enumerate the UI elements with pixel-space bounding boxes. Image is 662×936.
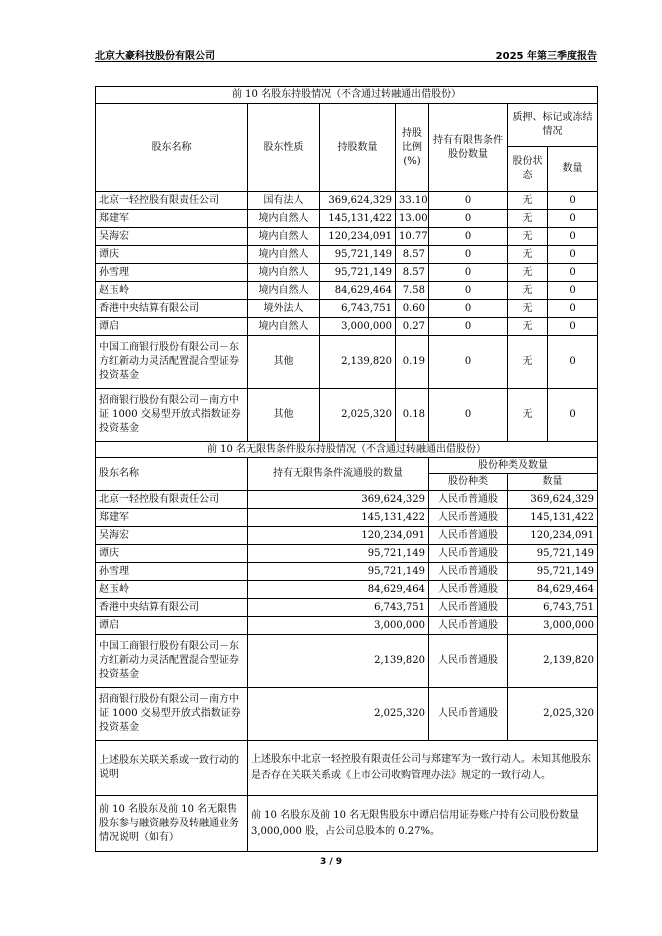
shareholder-name: 谭庆 [96,545,248,563]
holding-ratio: 8.57 [396,246,429,264]
pledge-status: 无 [508,389,548,442]
header-rule [95,61,597,62]
note-text: 前 10 名股东及前 10 名无限售股东中谭启信用证券账户持有公司股份数量 3,000,000 股，占公司总股本的 0.27%。 [248,796,598,852]
pledge-qty: 0 [548,246,598,264]
pledge-status: 无 [508,264,548,282]
table-row [96,300,598,318]
share-kind-qty: 84,629,464 [508,581,598,599]
note-label: 前 10 名股东及前 10 名无限售股东参与融资融券及转融通业务情况说明（如有） [96,796,248,852]
col-header-restricted: 持有有限售条件股份数量 [429,104,508,192]
share-kind-qty: 120,234,091 [508,527,598,545]
share-kind: 人民币普通股 [429,545,508,563]
table-row [96,688,598,741]
share-kind-qty: 145,131,422 [508,509,598,527]
table-row [96,336,598,389]
table-title: 前 10 名股东持股情况（不含通过转融通出借股份） [96,87,598,104]
table-row [96,282,598,300]
col-header-kind-group: 股份种类及数量 [429,458,598,474]
table-row [96,246,598,264]
shareholder-name: 孙雪理 [96,264,248,282]
holding-qty: 369,624,329 [320,192,396,210]
table-row [96,264,598,282]
restricted-qty: 0 [429,264,508,282]
table-title: 前 10 名无限售条件股东持股情况（不含通过转融通出借股份） [96,442,598,458]
company-name: 北京大豪科技股份有限公司 [95,51,215,62]
shareholder-name: 谭启 [96,318,248,336]
holding-qty: 6,743,751 [320,300,396,318]
col-header-qty: 持有无限售条件流通股的数量 [248,458,429,491]
shareholder-name: 孙雪理 [96,563,248,581]
restricted-qty: 0 [429,228,508,246]
shareholder-nature: 境内自然人 [248,318,320,336]
table-row [96,318,598,336]
col-header-ratio: 持股比例(%) [396,104,429,192]
share-kind-qty: 3,000,000 [508,617,598,635]
shareholder-name: 中国工商银行股份有限公司－东方红新动力灵活配置混合型证券投资基金 [96,635,248,688]
shareholder-name: 香港中央结算有限公司 [96,300,248,318]
table-row [96,617,598,635]
col-header-pledge-status: 股份状态 [508,147,548,192]
holding-ratio: 7.58 [396,282,429,300]
table-row [96,389,598,442]
share-kind: 人民币普通股 [429,509,508,527]
pledge-status: 无 [508,300,548,318]
holding-qty: 145,131,422 [320,210,396,228]
table-row [96,545,598,563]
restricted-qty: 0 [429,336,508,389]
holding-ratio: 0.27 [396,318,429,336]
pledge-qty: 0 [548,300,598,318]
shareholder-name: 赵玉岭 [96,581,248,599]
holding-ratio: 8.57 [396,264,429,282]
pledge-qty: 0 [548,389,598,442]
unrestricted-qty: 2,025,320 [248,688,429,741]
unrestricted-qty: 120,234,091 [248,527,429,545]
shareholder-nature: 境内自然人 [248,228,320,246]
pledge-status: 无 [508,336,548,389]
shareholder-name: 吴海宏 [96,527,248,545]
unrestricted-qty: 369,624,329 [248,491,429,509]
shareholder-nature: 其他 [248,336,320,389]
shareholder-name: 北京一轻控股有限责任公司 [96,192,248,210]
share-kind: 人民币普通股 [429,635,508,688]
restricted-qty: 0 [429,246,508,264]
table-row [96,581,598,599]
note-row [96,741,598,796]
note-label: 上述股东关联关系或一致行动的说明 [96,741,248,796]
shareholder-name: 香港中央结算有限公司 [96,599,248,617]
pledge-status: 无 [508,318,548,336]
holding-ratio: 10.77 [396,228,429,246]
restricted-qty: 0 [429,389,508,442]
table-row [96,635,598,688]
share-kind: 人民币普通股 [429,563,508,581]
holding-ratio: 0.18 [396,389,429,442]
shareholder-name: 赵玉岭 [96,282,248,300]
top10-unrestricted-table [95,441,598,852]
restricted-qty: 0 [429,210,508,228]
col-header-qty: 持股数量 [320,104,396,192]
restricted-qty: 0 [429,300,508,318]
shareholder-nature: 其他 [248,389,320,442]
share-kind-qty: 2,025,320 [508,688,598,741]
col-header-kind-qty: 数量 [508,474,598,491]
shareholder-name: 郑建军 [96,210,248,228]
shareholder-nature: 国有法人 [248,192,320,210]
holding-qty: 2,025,320 [320,389,396,442]
shareholder-nature: 境外法人 [248,300,320,318]
col-header-pledge: 质押、标记或冻结情况 [508,104,598,147]
holding-ratio: 13.00 [396,210,429,228]
table-row [96,563,598,581]
shareholder-nature: 境内自然人 [248,246,320,264]
share-kind: 人民币普通股 [429,491,508,509]
shareholder-nature: 境内自然人 [248,282,320,300]
pledge-qty: 0 [548,264,598,282]
table-row [96,527,598,545]
holding-qty: 95,721,149 [320,246,396,264]
share-kind-qty: 95,721,149 [508,545,598,563]
share-kind-qty: 369,624,329 [508,491,598,509]
shareholder-name: 谭启 [96,617,248,635]
share-kind: 人民币普通股 [429,617,508,635]
share-kind-qty: 95,721,149 [508,563,598,581]
pledge-qty: 0 [548,192,598,210]
share-kind-qty: 6,743,751 [508,599,598,617]
restricted-qty: 0 [429,318,508,336]
pledge-qty: 0 [548,336,598,389]
col-header-kind: 股份种类 [429,474,508,491]
restricted-qty: 0 [429,282,508,300]
share-kind: 人民币普通股 [429,581,508,599]
unrestricted-qty: 84,629,464 [248,581,429,599]
table-row [96,491,598,509]
col-header-nature: 股东性质 [248,104,320,192]
unrestricted-qty: 95,721,149 [248,545,429,563]
pledge-status: 无 [508,282,548,300]
pledge-qty: 0 [548,318,598,336]
pledge-status: 无 [508,246,548,264]
shareholder-nature: 境内自然人 [248,264,320,282]
table-row [96,210,598,228]
unrestricted-qty: 145,131,422 [248,509,429,527]
restricted-qty: 0 [429,192,508,210]
share-kind: 人民币普通股 [429,599,508,617]
holding-ratio: 0.60 [396,300,429,318]
holding-qty: 95,721,149 [320,264,396,282]
shareholder-name: 郑建军 [96,509,248,527]
note-row [96,796,598,852]
pledge-qty: 0 [548,210,598,228]
col-header-name: 股东名称 [96,104,248,192]
pledge-qty: 0 [548,228,598,246]
page-header [95,44,597,62]
shareholder-name: 北京一轻控股有限责任公司 [96,491,248,509]
unrestricted-qty: 2,139,820 [248,635,429,688]
pledge-qty: 0 [548,282,598,300]
page-number: 3 / 9 [319,857,343,867]
shareholder-name: 谭庆 [96,246,248,264]
holding-qty: 120,234,091 [320,228,396,246]
unrestricted-qty: 3,000,000 [248,617,429,635]
col-header-name: 股东名称 [96,458,248,491]
shareholder-name: 吴海宏 [96,228,248,246]
share-kind-qty: 2,139,820 [508,635,598,688]
col-header-pledge-qty: 数量 [548,147,598,192]
holding-qty: 2,139,820 [320,336,396,389]
unrestricted-qty: 6,743,751 [248,599,429,617]
holding-ratio: 0.19 [396,336,429,389]
unrestricted-qty: 95,721,149 [248,563,429,581]
note-text: 上述股东中北京一轻控股有限责任公司与郑建军为一致行动人。未知其他股东是否存在关联关系或《上市公司收购管理办法》规定的一致行动人。 [248,741,598,796]
table-row [96,509,598,527]
holding-qty: 84,629,464 [320,282,396,300]
pledge-status: 无 [508,228,548,246]
shareholder-name: 招商银行股份有限公司－南方中证 1000 交易型开放式指数证券投资基金 [96,389,248,442]
shareholder-nature: 境内自然人 [248,210,320,228]
table-row [96,192,598,210]
table-row [96,599,598,617]
pledge-status: 无 [508,210,548,228]
holding-qty: 3,000,000 [320,318,396,336]
share-kind: 人民币普通股 [429,527,508,545]
table-row [96,228,598,246]
shareholder-name: 中国工商银行股份有限公司－东方红新动力灵活配置混合型证券投资基金 [96,336,248,389]
top10-shareholders-table [95,86,598,442]
report-title: 2025 年第三季度报告 [495,51,597,62]
pledge-status: 无 [508,192,548,210]
holding-ratio: 33.10 [396,192,429,210]
shareholder-name: 招商银行股份有限公司－南方中证 1000 交易型开放式指数证券投资基金 [96,688,248,741]
share-kind: 人民币普通股 [429,688,508,741]
